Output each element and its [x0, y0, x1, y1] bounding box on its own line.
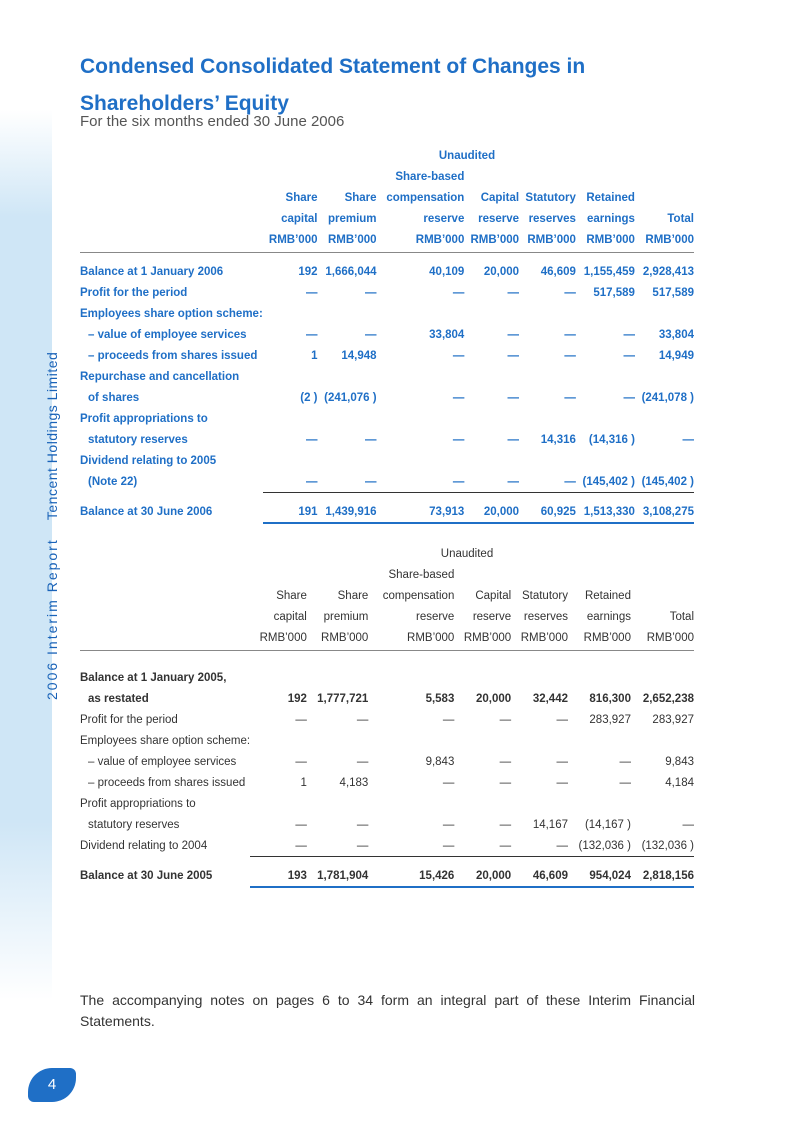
cell-value: 15,426: [368, 865, 454, 887]
cell-value: 816,300: [589, 692, 631, 705]
column-header: RMB’000: [259, 631, 307, 644]
cell-value: [519, 450, 576, 471]
cell-value: [377, 408, 465, 429]
cell-value: [631, 793, 694, 814]
row-label: Profit appropriations to: [80, 412, 208, 425]
cell-value: 517,589: [593, 286, 635, 299]
column-header: RMB’000: [321, 631, 369, 644]
column-header: earnings: [587, 212, 635, 225]
cell-value: 46,609: [511, 865, 568, 887]
row-label: Profit for the period: [80, 713, 178, 726]
cell-value: [318, 366, 377, 387]
row-label: Balance at 1 January 2006: [80, 265, 224, 278]
column-header: RMB’000: [470, 233, 520, 246]
cell-value: [377, 366, 465, 387]
unaudited-header: Unaudited: [438, 149, 496, 162]
column-header: RMB’000: [268, 233, 318, 246]
cell-value: [368, 730, 454, 751]
table-row: [80, 501, 694, 523]
cell-value: 20,000: [454, 865, 511, 887]
cell-value: —: [368, 835, 454, 857]
cell-value: —: [452, 433, 465, 446]
page-title: Condensed Consolidated Statement of Changes in Shareholders’ Equity: [80, 55, 586, 115]
column-header: premium: [327, 212, 377, 225]
column-header: RMB’000: [583, 631, 631, 644]
cell-value: —: [365, 328, 377, 341]
table-row: [80, 709, 694, 730]
cell-value: [576, 408, 635, 429]
column-header: Capital: [480, 191, 520, 204]
cell-value: [511, 730, 568, 751]
table-row: [80, 667, 694, 688]
cell-value: —: [442, 818, 455, 831]
sidebar-caption: [44, 352, 60, 700]
row-label: of shares: [88, 391, 140, 404]
cell-value: —: [507, 286, 520, 299]
cell-value: 283,927: [652, 713, 694, 726]
column-header: RMB’000: [646, 631, 694, 644]
cell-value: [519, 366, 576, 387]
cell-value: —: [499, 713, 512, 726]
cell-value: [635, 366, 694, 387]
cell-value: —: [619, 776, 631, 789]
column-header: Retained: [586, 191, 635, 204]
column-header: RMB’000: [463, 631, 512, 644]
cell-value: —: [507, 349, 520, 362]
column-header: reserve: [472, 610, 512, 623]
cell-value: [307, 667, 368, 688]
page-number-badge: 4: [28, 1068, 76, 1102]
cell-value: [635, 408, 694, 429]
column-header: compensation: [386, 191, 465, 204]
cell-value: —: [507, 391, 520, 404]
column-header: [519, 166, 576, 187]
cell-value: [250, 793, 307, 814]
cell-value: [263, 303, 318, 324]
cell-value: [368, 793, 454, 814]
column-header: capital: [281, 212, 318, 225]
table-2006: [80, 145, 694, 524]
cell-value: 2,928,413: [642, 265, 694, 278]
cell-value: [377, 450, 465, 471]
cell-value: —: [507, 328, 520, 341]
cell-value: —: [682, 818, 694, 831]
cell-value: —: [295, 818, 307, 831]
row-label: – proceeds from shares issued: [88, 349, 258, 362]
cell-value: 33,804: [429, 328, 465, 341]
cell-value: —: [564, 328, 576, 341]
cell-value: [454, 730, 511, 751]
cell-value: 20,000: [475, 692, 512, 705]
cell-value: 2,818,156: [631, 865, 694, 887]
cell-value: [250, 667, 307, 688]
cell-value: —: [306, 286, 318, 299]
cell-value: —: [682, 433, 694, 446]
cell-value: [263, 408, 318, 429]
cell-value: (132,036 ): [568, 835, 631, 857]
table-2005: [80, 543, 694, 888]
table-row: [80, 303, 694, 324]
cell-value: 4,183: [339, 776, 369, 789]
cell-value: —: [556, 755, 568, 768]
table-row: [80, 772, 694, 793]
header-spacer: [80, 208, 263, 229]
cell-value: —: [442, 776, 455, 789]
cell-value: —: [452, 286, 465, 299]
row-label: – proceeds from shares issued: [88, 776, 246, 789]
column-header: [568, 564, 631, 585]
header-spacer: [80, 229, 263, 253]
cell-value: 192: [287, 692, 307, 705]
column-header: Total: [669, 610, 694, 623]
row-label: statutory reserves: [88, 433, 188, 446]
column-header: RMB’000: [527, 233, 576, 246]
page-subtitle: For the six months ended 30 June 2006: [80, 113, 345, 130]
cell-value: [318, 303, 377, 324]
cell-value: [454, 793, 511, 814]
cell-value: —: [519, 471, 576, 493]
cell-value: 14,949: [658, 349, 694, 362]
cell-value: [519, 408, 576, 429]
column-header: [635, 187, 694, 208]
column-header: reserve: [423, 212, 465, 225]
cell-value: [318, 450, 377, 471]
column-header: Statutory: [521, 589, 568, 602]
row-label: Profit for the period: [80, 286, 188, 299]
cell-value: [318, 408, 377, 429]
column-header: [318, 166, 377, 187]
column-header: Share-based: [388, 568, 455, 581]
cell-value: 60,925: [519, 501, 576, 523]
cell-value: [464, 408, 519, 429]
cell-value: 954,024: [568, 865, 631, 887]
cell-value: 20,000: [483, 265, 520, 278]
column-header: Total: [667, 212, 694, 225]
cell-value: 1,155,459: [583, 265, 635, 278]
cell-value: (14,316 ): [588, 433, 635, 446]
column-header: compensation: [382, 589, 455, 602]
cell-value: —: [556, 776, 568, 789]
header-spacer: [80, 564, 250, 585]
table-row: [80, 450, 694, 471]
table-row: [80, 865, 694, 887]
table-row: [80, 835, 694, 857]
table-row: [80, 814, 694, 835]
cell-value: —: [499, 818, 512, 831]
column-header: [576, 166, 635, 187]
cell-value: 2,652,238: [642, 692, 694, 705]
column-header: Share-based: [395, 170, 465, 183]
cell-value: 4,184: [665, 776, 694, 789]
cell-value: (241,076 ): [324, 391, 377, 404]
cell-value: 40,109: [429, 265, 465, 278]
cell-value: —: [295, 755, 307, 768]
cell-value: [568, 667, 631, 688]
table-row: [80, 408, 694, 429]
cell-value: [307, 730, 368, 751]
cell-value: —: [442, 713, 455, 726]
cell-value: —: [507, 433, 520, 446]
cell-value: —: [464, 471, 519, 493]
cell-value: (132,036 ): [631, 835, 694, 857]
table-row: [80, 730, 694, 751]
row-label: Dividend relating to 2004: [80, 839, 208, 852]
column-header: reserve: [478, 212, 520, 225]
column-header: [454, 564, 511, 585]
table-row: [80, 751, 694, 772]
row-label: – value of employee services: [88, 328, 247, 341]
cell-value: [464, 450, 519, 471]
header-spacer: [80, 627, 250, 651]
cell-value: [377, 303, 465, 324]
cell-value: 1,513,330: [576, 501, 635, 523]
header-spacer: [80, 187, 263, 208]
cell-value: —: [365, 286, 377, 299]
cell-value: —: [306, 433, 318, 446]
cell-value: 1,666,044: [325, 265, 377, 278]
cell-value: [576, 303, 635, 324]
cell-value: [368, 667, 454, 688]
cell-value: —: [452, 349, 465, 362]
column-header: reserve: [415, 610, 455, 623]
row-label: – value of employee services: [88, 755, 237, 768]
cell-value: (2 ): [300, 391, 318, 404]
cell-value: (145,402 ): [576, 471, 635, 493]
header-spacer: [80, 606, 250, 627]
column-header: [631, 585, 694, 606]
column-header: [631, 564, 694, 585]
column-header: reserves: [528, 212, 576, 225]
column-header: Share: [337, 589, 369, 602]
cell-value: —: [250, 835, 307, 857]
table-row: [80, 387, 694, 408]
cell-value: —: [356, 713, 369, 726]
cell-value: [263, 366, 318, 387]
column-header: [511, 564, 568, 585]
column-header: capital: [273, 610, 307, 623]
table-row: [80, 429, 694, 450]
row-label: Balance at 30 June 2005: [80, 870, 213, 882]
cell-value: [568, 730, 631, 751]
cell-value: 1: [300, 776, 307, 789]
cell-value: [576, 366, 635, 387]
row-label: Dividend relating to 2005: [80, 454, 217, 467]
cell-value: [464, 366, 519, 387]
cell-value: [631, 667, 694, 688]
cell-value: (14,167 ): [584, 818, 631, 831]
table-row: [80, 793, 694, 814]
cell-value: [263, 450, 318, 471]
cell-value: [631, 730, 694, 751]
column-header: [307, 564, 368, 585]
cell-value: —: [356, 755, 369, 768]
row-label: Balance at 1 January 2005,: [80, 671, 227, 684]
cell-value: [307, 793, 368, 814]
cell-value: 1: [311, 349, 318, 362]
unaudited-header: Unaudited: [440, 547, 494, 560]
cell-value: 14,948: [341, 349, 377, 362]
row-label: as restated: [88, 692, 149, 705]
cell-value: 517,589: [652, 286, 694, 299]
column-header: Share: [344, 191, 377, 204]
footnote: The accompanying notes on pages 6 to 34 form an integral part of these Interim Financial Statements.: [80, 992, 695, 1029]
cell-value: —: [511, 835, 568, 857]
header-spacer: [80, 166, 263, 187]
cell-value: —: [623, 349, 635, 362]
cell-value: —: [619, 755, 631, 768]
cell-value: 191: [263, 501, 318, 523]
row-label: (Note 22): [88, 475, 138, 488]
cell-value: 3,108,275: [635, 501, 694, 523]
row-label: Balance at 30 June 2006: [80, 506, 213, 518]
table-row: [80, 688, 694, 709]
header-spacer: [80, 585, 250, 606]
cell-value: —: [306, 328, 318, 341]
cell-value: 283,927: [589, 713, 631, 726]
cell-value: 46,609: [540, 265, 576, 278]
column-header: Share: [285, 191, 318, 204]
column-header: [263, 166, 318, 187]
cell-value: 32,442: [532, 692, 568, 705]
cell-value: [454, 667, 511, 688]
cell-value: 5,583: [425, 692, 455, 705]
cell-value: 192: [298, 265, 318, 278]
cell-value: —: [556, 713, 568, 726]
cell-value: —: [499, 755, 512, 768]
cell-value: [635, 450, 694, 471]
row-label: Repurchase and cancellation: [80, 370, 240, 383]
cell-value: —: [318, 471, 377, 493]
column-header: earnings: [586, 610, 631, 623]
table-row: [80, 261, 694, 282]
cell-value: [519, 303, 576, 324]
cell-value: —: [454, 835, 511, 857]
cell-value: —: [377, 471, 465, 493]
column-header: RMB’000: [520, 631, 568, 644]
table-row: [80, 366, 694, 387]
column-header: reserves: [523, 610, 568, 623]
cell-value: 14,167: [532, 818, 568, 831]
column-header: Statutory: [525, 191, 576, 204]
cell-value: (145,402 ): [635, 471, 694, 493]
cell-value: [568, 793, 631, 814]
cell-value: —: [564, 286, 576, 299]
table-row: [80, 471, 694, 493]
column-header: RMB’000: [586, 233, 635, 246]
sidebar-report-title: 2006 Interim Report: [44, 538, 60, 700]
table-row: [80, 282, 694, 303]
column-header: RMB’000: [645, 233, 694, 246]
cell-value: [250, 730, 307, 751]
column-header: [635, 166, 694, 187]
cell-value: 1,781,904: [307, 865, 368, 887]
row-label: statutory reserves: [88, 818, 180, 831]
cell-value: —: [307, 835, 368, 857]
cell-value: 1,439,916: [318, 501, 377, 523]
cell-value: [576, 450, 635, 471]
column-header: RMB’000: [327, 233, 377, 246]
column-header: RMB’000: [407, 631, 455, 644]
row-label: Employees share option scheme:: [80, 734, 251, 747]
cell-value: —: [623, 391, 635, 404]
cell-value: 14,316: [540, 433, 576, 446]
table-row: [80, 324, 694, 345]
cell-value: [635, 303, 694, 324]
column-header: [250, 564, 307, 585]
cell-value: 9,843: [665, 755, 694, 768]
column-header: Share: [276, 589, 307, 602]
cell-value: 9,843: [425, 755, 455, 768]
cell-value: —: [295, 713, 307, 726]
column-header: Retained: [584, 589, 631, 602]
row-label: Employees share option scheme:: [80, 307, 263, 320]
cell-value: —: [452, 391, 465, 404]
cell-value: [464, 303, 519, 324]
cell-value: —: [499, 776, 512, 789]
cell-value: (241,078 ): [641, 391, 694, 404]
cell-value: —: [564, 349, 576, 362]
column-header: RMB’000: [415, 233, 465, 246]
cell-value: [511, 793, 568, 814]
column-header: [464, 166, 519, 187]
cell-value: [511, 667, 568, 688]
sidebar-company-name: Tencent Holdings Limited: [44, 351, 60, 521]
cell-value: —: [623, 328, 635, 341]
cell-value: 73,913: [377, 501, 465, 523]
cell-value: —: [564, 391, 576, 404]
cell-value: 33,804: [658, 328, 694, 341]
column-header: premium: [323, 610, 369, 623]
cell-value: —: [263, 471, 318, 493]
row-label: Profit appropriations to: [80, 797, 196, 810]
column-header: Capital: [475, 589, 512, 602]
cell-value: 20,000: [464, 501, 519, 523]
cell-value: —: [365, 433, 377, 446]
cell-value: 193: [250, 865, 307, 887]
cell-value: —: [356, 818, 369, 831]
table-row: [80, 345, 694, 366]
cell-value: 1,777,721: [317, 692, 369, 705]
